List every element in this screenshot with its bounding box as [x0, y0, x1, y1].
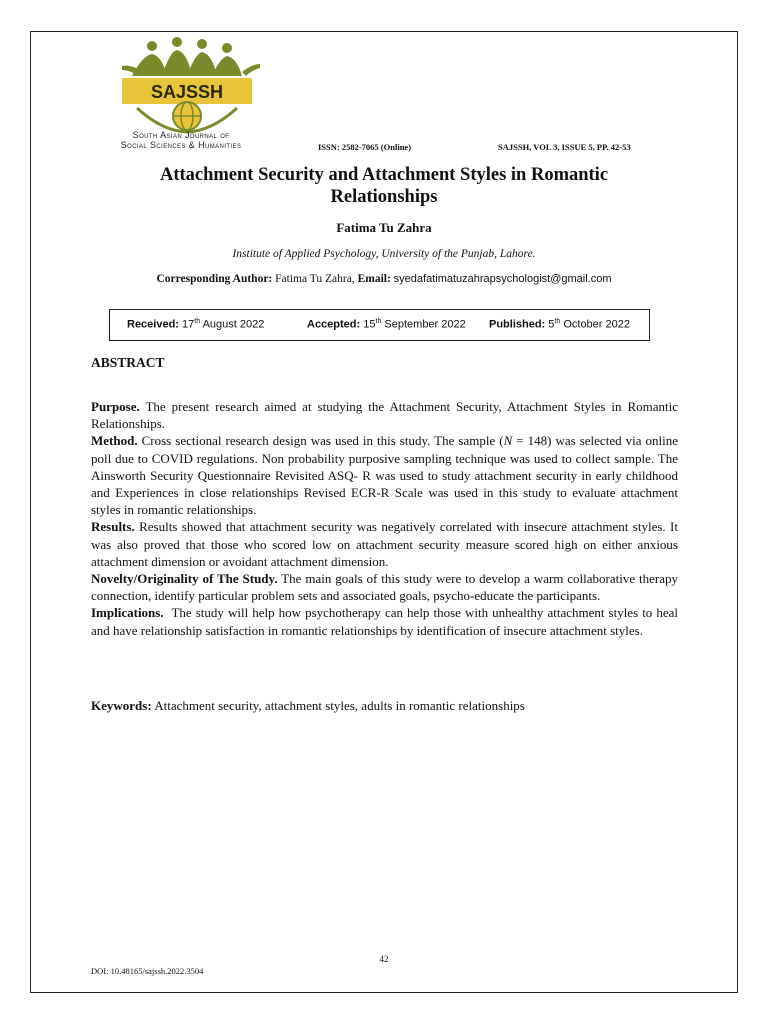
email-label: Email:: [357, 273, 391, 285]
corresponding-label: Corresponding Author:: [156, 273, 273, 285]
doi[interactable]: DOI: 10.48165/sajssh.2022.3504: [91, 966, 204, 976]
corresponding-name: Fatima Tu Zahra,: [275, 273, 355, 285]
method-paragraph: Method. Cross sectional research design was used in this study. The sample (N = 148) was selected via online poll due to COVID regulations. Non probability purposive sampling technique was used to collect sample. The Ainsworth Security Questionnaire Revisited ASQ- R was used to study attachment security in early childhood and Experiences in close relationships Revised ECR-R Scale was used in this study to evaluate attachment styles in romantic relationships.: [91, 433, 679, 518]
novelty-paragraph: Novelty/Originality of The Study. The main goals of this study were to develop a warm collaborative therapy connection, identify particular problem sets and associated goals, psycho-educate the participants.: [91, 571, 679, 604]
affiliation: Institute of Applied Psychology, University of the Punjab, Lahore.: [232, 248, 536, 260]
issn: ISSN: 2582-7065 (Online): [318, 142, 412, 152]
email-link[interactable]: syedafatimatuzahrapsychologist@gmail.com: [393, 273, 612, 285]
page-number: 42: [379, 954, 389, 964]
journal-name: [90, 130, 272, 150]
published-date: Published: 5th October 2022: [489, 318, 630, 331]
implications-paragraph: Implications. The study will help how psychotherapy can help those with unhealthy attachment styles to heal and have relationship satisfaction in romantic relationships by identification of insecure attachment styles.: [91, 605, 679, 638]
abstract-heading: ABSTRACT: [91, 355, 165, 370]
keywords: [91, 698, 678, 714]
results-paragraph: Results. Results showed that attachment security was negatively correlated with insecure attachment styles. It was also proved that those who scored low on attachment security measure scored high on either anxious attachment dimension or avoidant attachment dimension.: [91, 519, 679, 569]
received-date: Received: 17th August 2022: [127, 318, 265, 331]
purpose-paragraph: Purpose. The present research aimed at studying the Attachment Security, Attachment Styles in Romantic Relationships.: [91, 399, 678, 432]
journal-name-line1: South Asian Journal of: [132, 130, 230, 140]
dates-box: [109, 309, 650, 341]
volume-info: SAJSSH, VOL 3, ISSUE 5, PP. 42-53: [498, 142, 631, 152]
corresponding-author: [0, 273, 768, 285]
article-title: Attachment Security and Attachment Styles in Romantic Relationships: [159, 165, 609, 207]
author-name: Fatima Tu Zahra: [336, 220, 432, 235]
sajssh-logo-graphic: [92, 36, 272, 136]
svg-text:SAJSSH: SAJSSH: [150, 82, 224, 102]
journal-name-line2: Social Sciences & Humanities: [120, 140, 242, 150]
keywords-label: Keywords:: [91, 698, 152, 713]
abstract-body: [91, 398, 678, 639]
accepted-date: Accepted: 15th September 2022: [307, 318, 466, 331]
keywords-text: Attachment security, attachment styles, adults in romantic relationships: [154, 698, 525, 713]
